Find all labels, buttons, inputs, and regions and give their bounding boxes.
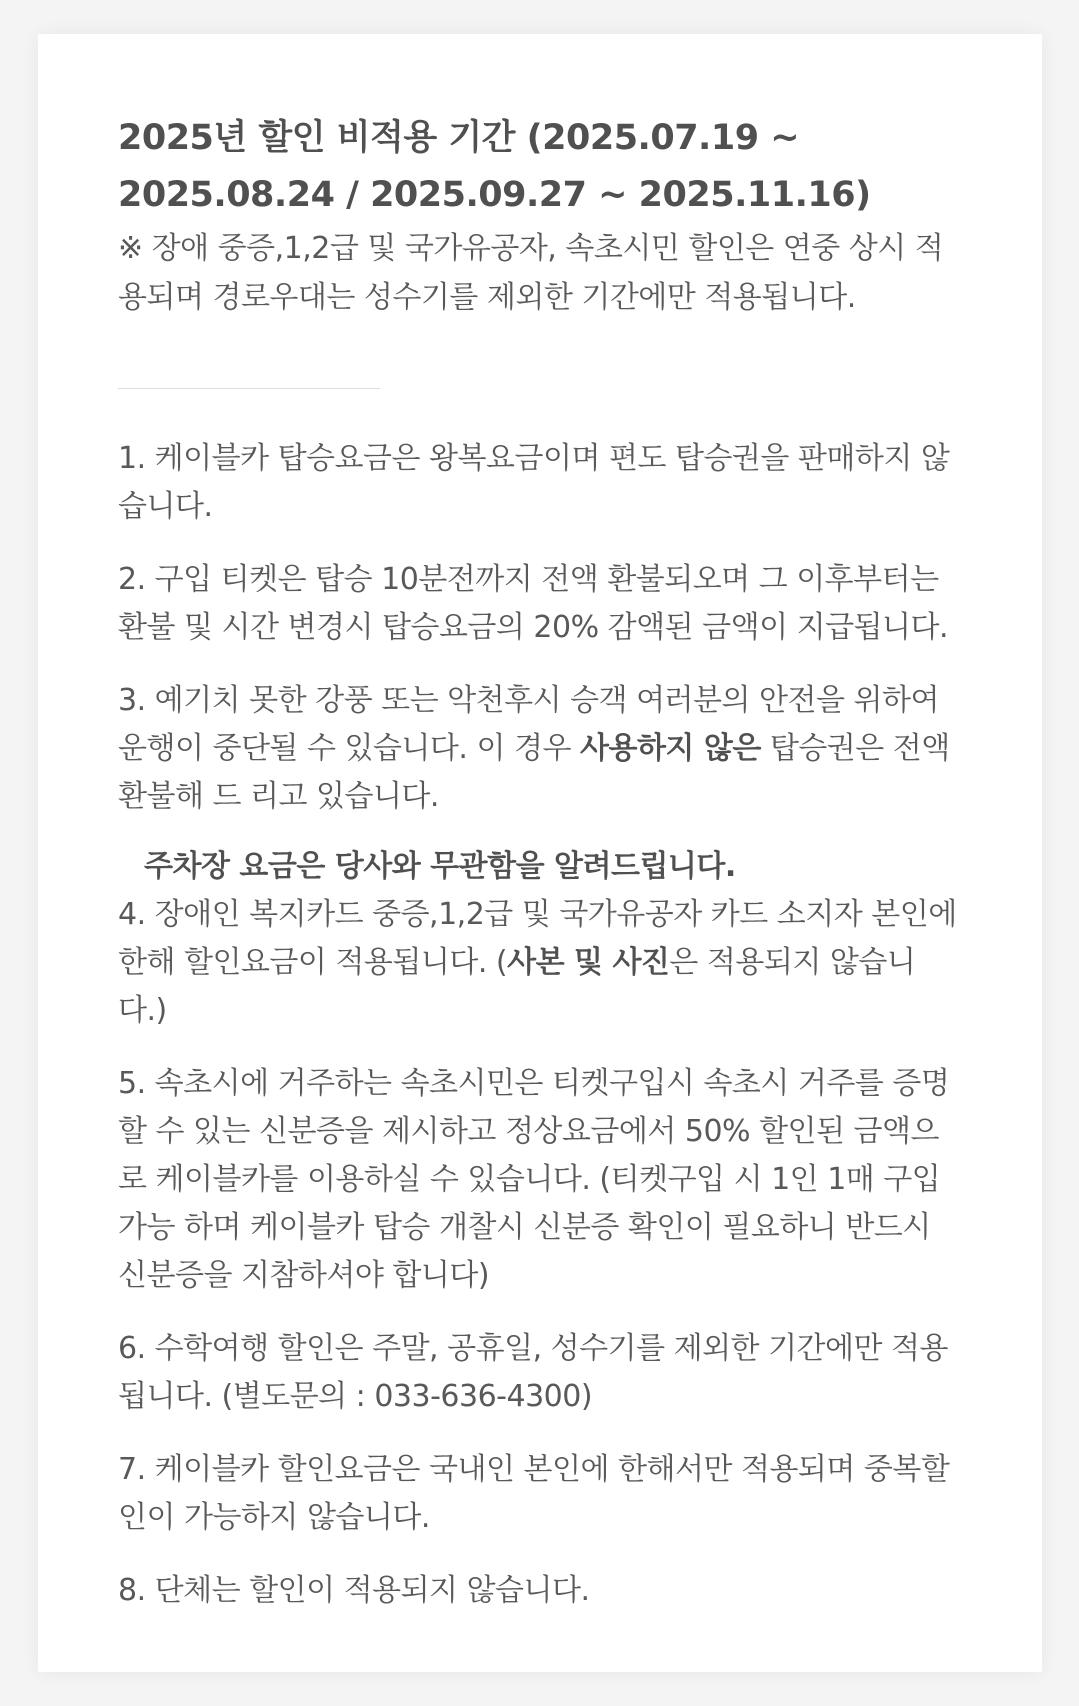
notice-item-7: 7. 케이블카 할인요금은 국내인 본인에 한해서만 적용되며 중복할인이 가능하지 않습니다.: [118, 1452, 950, 1535]
notice-item-8: 8. 단체는 할인이 적용되지 않습니다.: [118, 1573, 590, 1608]
notice-item-2: 2. 구입 티켓은 탑승 10분전까지 전액 환불되오며 그 이후부터는 환불 및 시간 변경시 탑승요금의 20% 감액된 금액이 지급됩니다.: [118, 562, 949, 645]
notice-item-3-bold: 사용하지 않은: [579, 731, 761, 766]
parking-fee-note: 주차장 요금은 당사와 무관함을 알려드립니다.: [144, 849, 736, 884]
notice-item-4-bold: 사본 및 사진: [507, 945, 670, 980]
notice-item-4-text-a: 4. 장애인 복지카드 중증,1,2급 및 국가유공자 카드 소지자 본인에 한해 할인요금이 적용됩니다. (: [118, 897, 957, 980]
notice-item-3-text-a: 3. 예기치 못한 강풍 또는 악천후시 승객 여러분의 안전을 위하여 운행이 중단될 수 있습니다. 이 경우: [118, 683, 939, 766]
notice-item-4-text-b: 은 적용되지 않습니다.): [118, 945, 916, 1028]
discount-period-note: ※ 장애 중증,1,2급 및 국가유공자, 속초시민 할인은 연중 상시 적용되며 경로우대는 성수기를 제외한 기간에만 적용됩니다.: [118, 231, 944, 315]
notice-item-5: 5. 속초시에 거주하는 속초시민은 티켓구입시 속초시 거주를 증명할 수 있는 신분증을 제시하고 정상요금에서 50% 할인된 금액으로 케이블카를 이용하실 수 있습니다. (티켓구입 시 1인 1매 구입가능 하며 케이블카 탑승 개찰시 신분증 확인이 필요하니 반드시 신분증을 지참하셔야 합니다): [118, 1066, 950, 1293]
notice-item-1: 1. 케이블카 탑승요금은 왕복요금이며 편도 탑승권을 판매하지 않습니다.: [118, 441, 950, 524]
notice-item-4: [118, 891, 964, 1035]
divider: [118, 388, 380, 389]
discount-period-title: 2025년 할인 비적용 기간 (2025.07.19 ~ 2025.08.24 / 2025.09.27 ~ 2025.11.16): [118, 118, 871, 215]
notice-item-6: 6. 수학여행 할인은 주말, 공휴일, 성수기를 제외한 기간에만 적용됩니다. (별도문의 : 033-636-4300): [118, 1331, 948, 1414]
notice-item-3-text-b: 탑승권은 전액 환불해 드 리고 있습니다.: [118, 731, 950, 814]
discount-notice-card: [38, 34, 1042, 1672]
notice-item-3: [118, 677, 964, 821]
